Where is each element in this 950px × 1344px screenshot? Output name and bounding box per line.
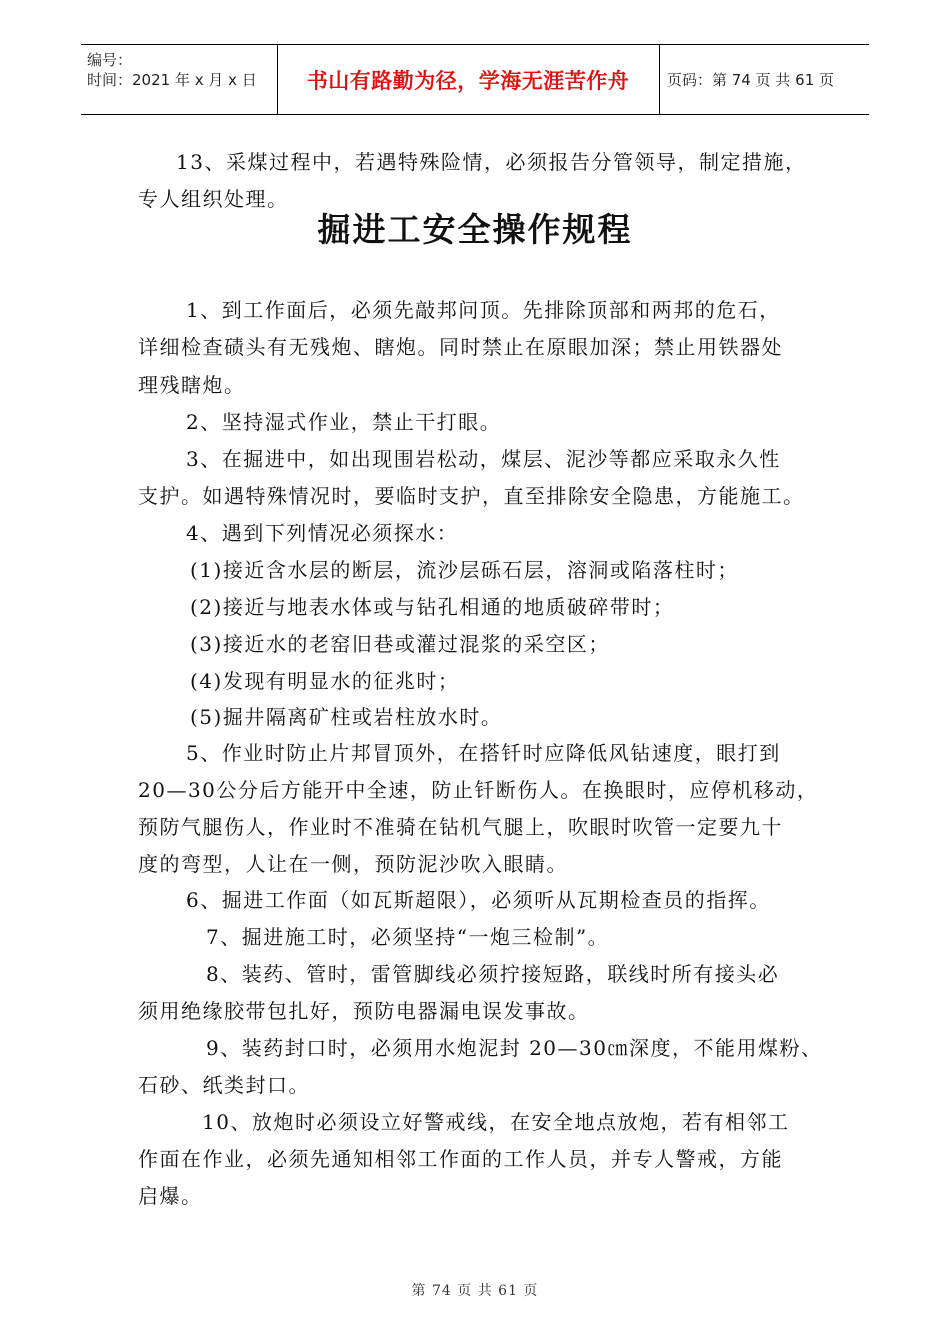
text-line: 6、掘进工作面（如瓦斯超限），必须听从瓦期检查员的指挥。: [186, 888, 771, 912]
text-line: 1、到工作面后，必须先敲邦问顶。先排除顶部和两邦的危石，: [186, 298, 781, 322]
list-item: (3)接近水的老窑旧巷或灌过混浆的采空区；: [190, 632, 610, 656]
text-line: 5、作业时防止片邦冒顶外，在搭钎时应降低风钻速度，眼打到: [186, 741, 781, 765]
header-time-label: 时间：2021 年 x 月 x 日: [87, 71, 257, 89]
text-line: 8、装药、管时，雷管脚线必须拧接短路，联线时所有接头必: [206, 962, 780, 986]
intro-line-1: 13、采煤过程中，若遇特殊险情，必须报告分管领导，制定措施，: [176, 150, 807, 174]
text-line: 20—30公分后方能开中全速，防止钎断伤人。在换眼时，应停机移动，: [138, 778, 819, 802]
header-meta: [81, 44, 278, 115]
text-line: 作面在作业，必须先通知相邻工作面的工作人员，并专人警戒，方能: [138, 1147, 783, 1171]
list-item: (5)掘井隔离矿柱或岩柱放水时。: [190, 705, 503, 729]
text-line: 支护。如遇特殊情况时，要临时支护，直至排除安全隐患，方能施工。: [138, 484, 805, 508]
text-line: 3、在掘进中，如出现围岩松动，煤层、泥沙等都应采取永久性: [186, 447, 781, 471]
text-line: 详细检查碛头有无残炮、瞎炮。同时禁止在原眼加深；禁止用铁器处: [138, 335, 783, 359]
text-line: 10、放炮时必须设立好警戒线，在安全地点放炮，若有相邻工: [202, 1110, 790, 1134]
section-title: 掘进工安全操作规程: [317, 210, 633, 249]
header-motto: 书山有路勤为径，学海无涯苦作舟: [277, 44, 660, 115]
header-divider: [81, 114, 869, 115]
text-line: 9、装药封口时，必须用水炮泥封 20—30㎝深度，不能用煤粉、: [206, 1036, 823, 1060]
list-item: (2)接近与地表水体或与钻孔相通的地质破碎带时；: [190, 595, 675, 619]
page-header: [81, 44, 869, 114]
header-number-label: 编号：: [87, 51, 133, 69]
list-item: (4)发现有明显水的征兆时；: [190, 669, 460, 693]
text-line: 石砂、纸类封口。: [138, 1073, 310, 1097]
text-line: 启爆。: [138, 1184, 203, 1208]
text-line: 理残瞎炮。: [138, 373, 246, 397]
text-line: 4、遇到下列情况必须探水：: [186, 521, 459, 545]
text-line: 预防气腿伤人，作业时不准骑在钻机气腿上，吹眼时吹管一定要九十: [138, 815, 783, 839]
header-page-info: 页码：第 74 页 共 61 页: [659, 44, 869, 114]
intro-line-2: 专人组织处理。: [138, 187, 289, 211]
page-footer: 第 74 页 共 61 页: [411, 1283, 539, 1299]
text-line: 2、坚持湿式作业，禁止干打眼。: [186, 410, 502, 434]
text-line: 7、掘进施工时，必须坚持“一炮三检制”。: [206, 925, 610, 949]
text-line: 度的弯型，人让在一侧，预防泥沙吹入眼睛。: [138, 852, 568, 876]
text-line: 须用绝缘胶带包扎好，预防电器漏电误发事故。: [138, 999, 590, 1023]
list-item: (1)接近含水层的断层，流沙层砾石层，溶洞或陷落柱时；: [190, 558, 739, 582]
